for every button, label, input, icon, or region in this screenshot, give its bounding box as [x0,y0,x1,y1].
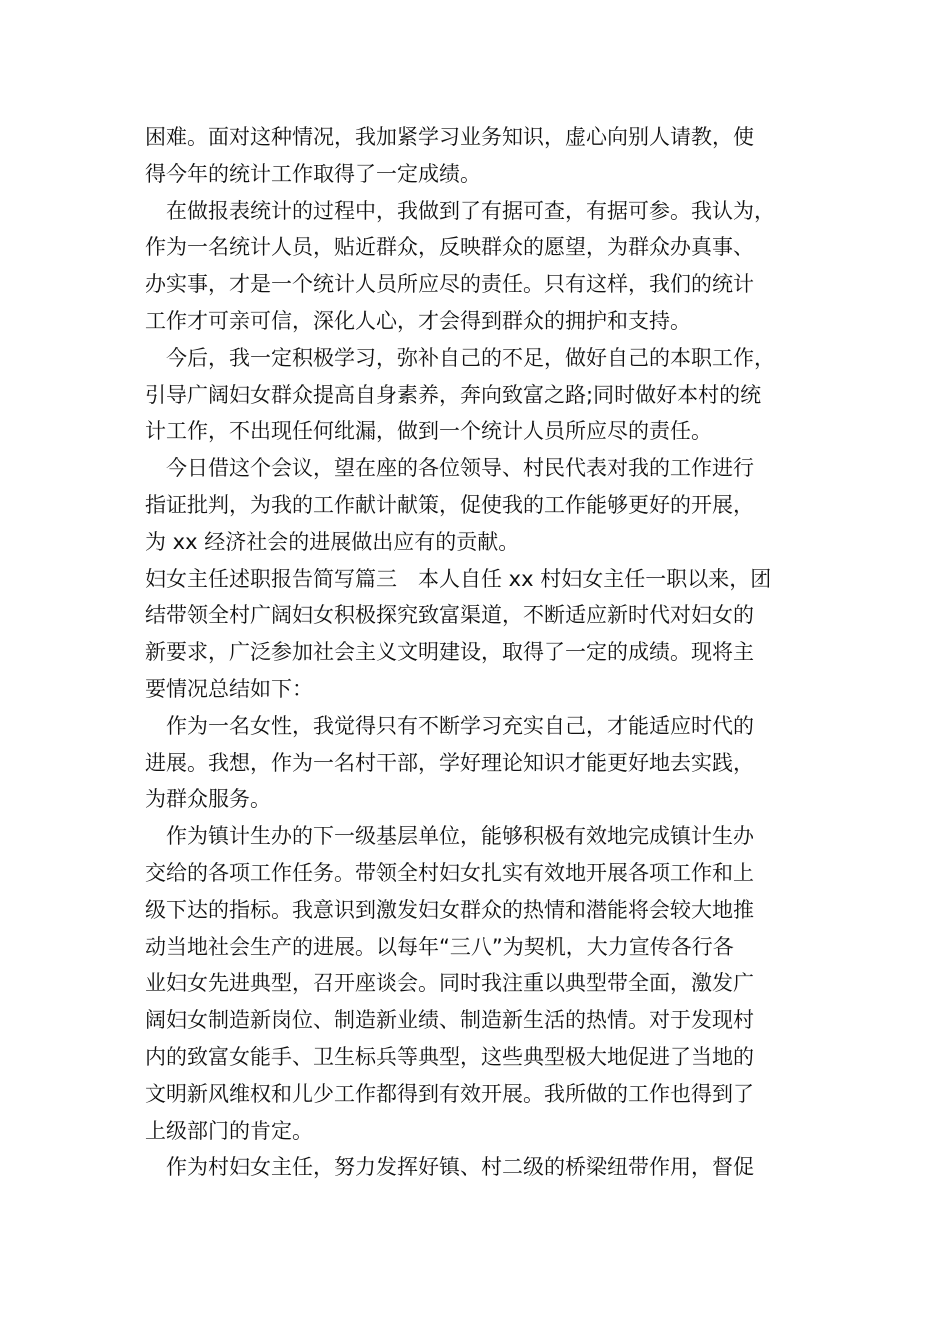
text-line: 工作才可亲可信，深化人心，才会得到群众的拥护和支持。 [145,308,691,333]
paragraph-5-section-heading [145,561,810,708]
text-line: 要情况总结如下： [145,676,313,701]
text-line: 进展。我想，作为一名村干部，学好理论知识才能更好地去实践， [145,750,754,775]
text-line: 上级部门的肯定。 [145,1118,313,1143]
text-line: 指证批判，为我的工作献计献策，促使我的工作能够更好的开展， [145,492,754,517]
paragraph-4 [145,450,810,560]
text-line: 今后，我一定积极学习，弥补自己的不足，做好自己的本职工作， [166,345,775,370]
text-line: 在做报表统计的过程中，我做到了有据可查，有据可参。我认为， [166,198,775,223]
text-line: 业妇女先进典型，召开座谈会。同时我注重以典型带全面，激发广 [145,971,754,996]
paragraph-3 [145,340,810,450]
text-line: 妇女主任述职报告简写篇三 本人自任 xx 村妇女主任一职以来，团 [145,566,772,591]
paragraph-8 [145,1149,810,1186]
paragraph-2 [145,193,810,340]
text-line: 为群众服务。 [145,787,271,812]
text-line: 办实事，才是一个统计人员所应尽的责任。只有这样，我们的统计 [145,272,754,297]
text-line: 结带领全村广阔妇女积极探究致富渠道，不断适应新时代对妇女的 [145,603,754,628]
text-line: 级下达的指标。我意识到激发妇女群众的热情和潜能将会较大地推 [145,897,754,922]
text-line: 计工作，不出现任何纰漏，做到一个统计人员所应尽的责任。 [145,419,712,444]
paragraph-6 [145,708,810,818]
text-line: 交给的各项工作任务。带领全村妇女扎实有效地开展各项工作和上 [145,860,754,885]
text-line: 困难。面对这种情况，我加紧学习业务知识，虚心向别人请教，使 [145,125,754,149]
text-line: 得今年的统计工作取得了一定成绩。 [145,161,481,186]
text-line: 今日借这个会议，望在座的各位领导、村民代表对我的工作进行 [166,456,754,481]
text-line: 作为一名女性，我觉得只有不断学习充实自己，才能适应时代的 [166,713,754,738]
text-line: 作为镇计生办的下一级基层单位，能够积极有效地完成镇计生办 [166,824,754,849]
text-line: 文明新风维权和儿少工作都得到有效开展。我所做的工作也得到了 [145,1081,754,1106]
text-line: 引导广阔妇女群众提高自身素养，奔向致富之路;同时做好本村的统 [145,382,762,407]
document-body [145,119,810,1186]
text-line: 作为一名统计人员，贴近群众，反映群众的愿望，为群众办真事、 [145,235,754,260]
text-line: 为 xx 经济社会的进展做出应有的贡献。 [145,529,520,554]
paragraph-1 [145,119,810,193]
text-line: 内的致富女能手、卫生标兵等典型，这些典型极大地促进了当地的 [145,1044,754,1069]
text-line: 阔妇女制造新岗位、制造新业绩、制造新生活的热情。对于发现村 [145,1008,754,1033]
text-line: 动当地社会生产的进展。以每年“三八”为契机，大力宣传各行各 [145,934,734,959]
text-line: 作为村妇女主任，努力发挥好镇、村二级的桥梁纽带作用，督促 [166,1155,754,1180]
text-line: 新要求，广泛参加社会主义文明建设，取得了一定的成绩。现将主 [145,640,754,665]
paragraph-7 [145,818,810,1149]
